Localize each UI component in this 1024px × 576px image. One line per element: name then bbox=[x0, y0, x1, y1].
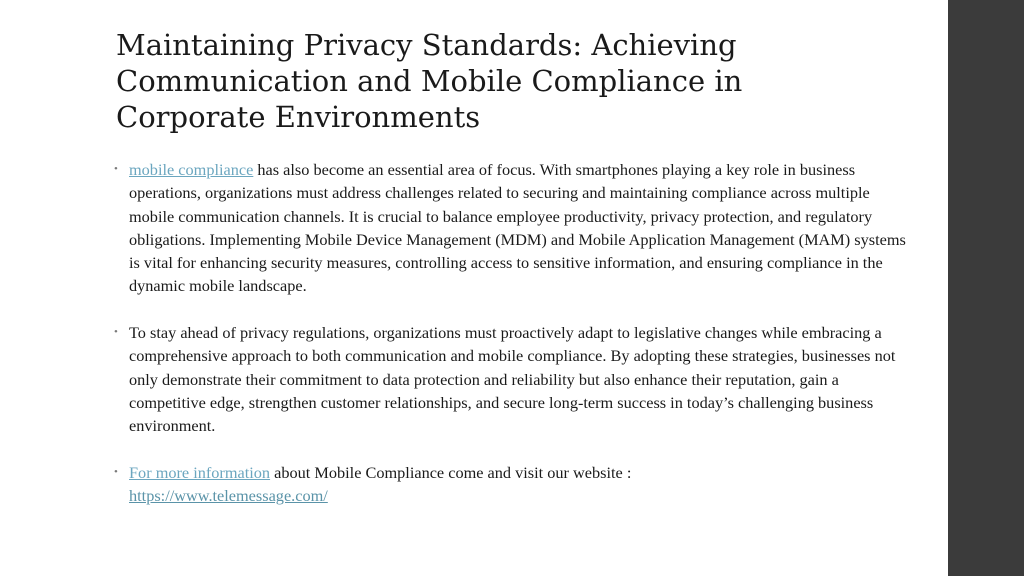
bullet-item-mobile-compliance bbox=[114, 158, 919, 298]
bullet-marker: • bbox=[114, 465, 118, 478]
side-accent-bar bbox=[948, 0, 1024, 576]
bullet-text: To stay ahead of privacy regulations, organizations must proactively adapt to legislative changes while embracing a comprehensive approach to both communication and mobile compliance. By adopting these strategies, businesses not only demonstrate their commitment to data protection and reliability but also enhance their reputation, gain a competitive edge, strengthen customer relationships, and secure long-term success in today’s challenging business environment. bbox=[129, 323, 896, 436]
bullet-item-more-information bbox=[114, 461, 919, 508]
bullet-marker: • bbox=[114, 163, 118, 175]
bullet-marker: • bbox=[114, 326, 118, 339]
slide-title: Maintaining Privacy Standards: Achieving Communication and Mobile Compliance in Corporate Environments bbox=[116, 28, 743, 134]
bullet-text: has also become an essential area of focus. With smartphones playing a key role in business operations, organizations must address challenges related to securing and maintaining compliance across multiple mobile communication channels. It is crucial to balance employee productivity, privacy protection, and regulatory obligations. Implementing Mobile Device Management (MDM) and Mobile Application Management (MAM) systems is vital for enhancing security measures, controlling access to sensitive information, and ensuring compliance in the dynamic mobile landscape. bbox=[129, 160, 906, 296]
website-url-link[interactable]: https://www.telemessage.com/ bbox=[129, 486, 328, 506]
bullet-text: about Mobile Compliance come and visit our website : bbox=[270, 462, 632, 482]
more-information-link[interactable]: For more information bbox=[129, 462, 271, 482]
mobile-compliance-link[interactable]: mobile compliance bbox=[129, 160, 254, 179]
bullet-list bbox=[114, 158, 919, 531]
bullet-item-privacy-regulations bbox=[114, 321, 919, 437]
